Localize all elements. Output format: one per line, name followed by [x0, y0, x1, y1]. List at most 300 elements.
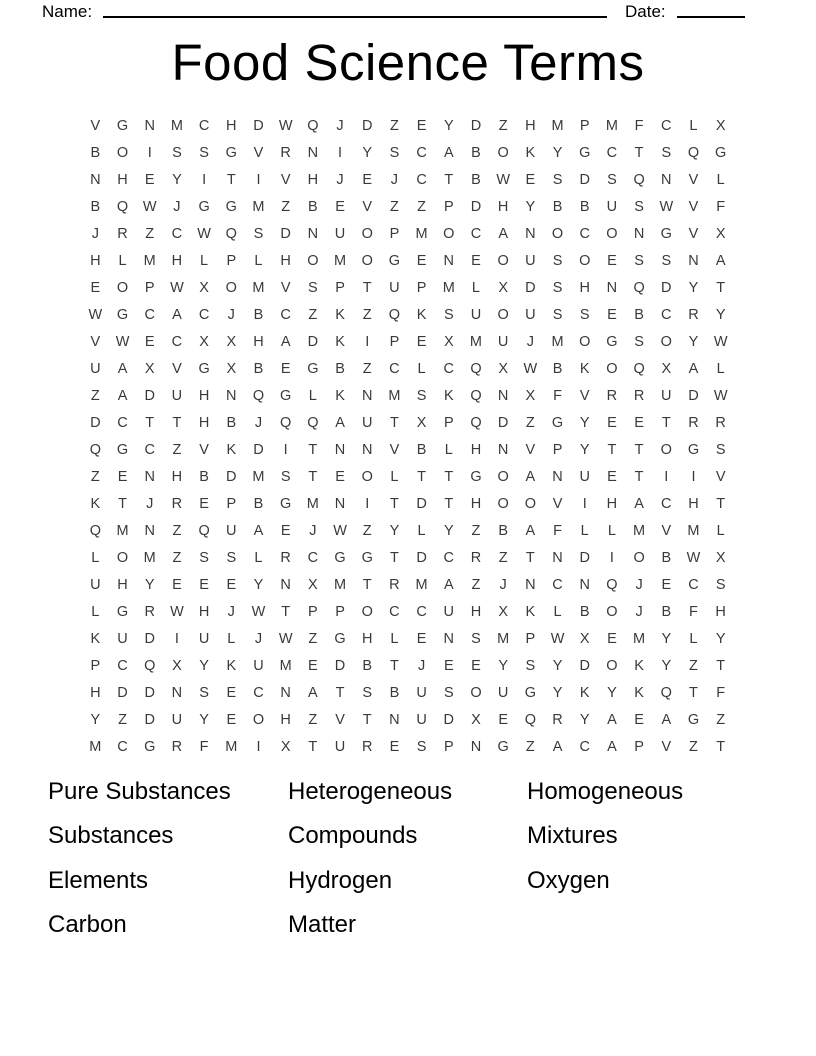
grid-letter: O: [361, 225, 373, 242]
word-search-grid: [82, 112, 735, 760]
grid-letter: Q: [633, 171, 645, 188]
grid-letter: U: [416, 684, 427, 701]
grid-letter: L: [91, 603, 100, 620]
word-list-item: Hydrogen: [288, 866, 393, 894]
grid-letter: B: [253, 306, 264, 323]
grid-letter: E: [226, 576, 237, 593]
grid-letter: G: [551, 414, 564, 431]
grid-letter: Q: [388, 306, 401, 323]
grid-letter: E: [226, 684, 237, 701]
grid-letter: M: [333, 576, 347, 593]
grid-letter: W: [278, 630, 293, 647]
grid-letter: L: [607, 522, 616, 539]
grid-letter: Y: [552, 657, 563, 674]
grid-letter: X: [525, 387, 536, 404]
grid-letter: D: [470, 198, 482, 215]
grid-letter: G: [497, 738, 509, 755]
grid-letter: P: [226, 495, 237, 512]
grid-letter: B: [552, 360, 563, 377]
grid-letter: X: [715, 117, 726, 134]
grid-letter: H: [497, 198, 509, 215]
grid-letter: C: [280, 306, 291, 323]
grid-letter: Z: [172, 522, 182, 539]
grid-letter: Y: [443, 522, 454, 539]
grid-letter: J: [526, 333, 534, 350]
grid-letter: I: [664, 468, 669, 485]
grid-letter: S: [552, 252, 563, 269]
grid-letter: Z: [716, 711, 726, 728]
grid-letter: Q: [524, 711, 536, 728]
grid-letter: S: [172, 144, 182, 161]
grid-letter: I: [256, 171, 261, 188]
grid-letter: Y: [443, 117, 454, 134]
grid-letter: H: [117, 576, 128, 593]
grid-letter: X: [416, 414, 427, 431]
grid-letter: J: [499, 576, 507, 593]
grid-letter: J: [336, 171, 344, 188]
grid-letter: D: [144, 711, 155, 728]
grid-letter: Z: [525, 738, 535, 755]
grid-letter: E: [389, 738, 400, 755]
grid-letter: A: [525, 468, 536, 485]
grid-letter: E: [525, 171, 536, 188]
grid-letter: I: [202, 171, 207, 188]
grid-letter: O: [497, 306, 509, 323]
grid-letter: X: [443, 333, 454, 350]
grid-letter: G: [225, 144, 237, 161]
word-list-item: Homogeneous: [527, 778, 684, 805]
grid-letter: C: [117, 414, 128, 431]
grid-letter: C: [416, 144, 427, 161]
grid-letter: Q: [89, 522, 101, 539]
word-list-item: Elements: [48, 866, 149, 894]
grid-letter: V: [688, 198, 699, 215]
grid-letter: B: [335, 360, 345, 377]
grid-letter: S: [607, 171, 617, 188]
grid-letter: R: [606, 387, 618, 404]
grid-letter: L: [580, 522, 589, 539]
grid-letter: S: [443, 306, 454, 323]
grid-letter: F: [634, 117, 644, 134]
grid-letter: G: [116, 306, 129, 323]
grid-letter: Q: [307, 117, 319, 134]
grid-letter: N: [633, 225, 645, 242]
grid-letter: H: [280, 711, 291, 728]
grid-letter: P: [525, 630, 536, 647]
word-list-item: Mixtures: [527, 822, 618, 850]
grid-letter: L: [118, 252, 127, 269]
grid-letter: S: [715, 576, 726, 593]
grid-letter: Z: [308, 630, 318, 647]
grid-letter: C: [117, 657, 128, 674]
grid-letter: J: [635, 603, 643, 620]
grid-letter: Q: [633, 279, 645, 296]
grid-letter: V: [389, 441, 400, 458]
grid-letter: Y: [552, 144, 563, 161]
grid-letter: Y: [362, 144, 373, 161]
grid-letter: L: [254, 549, 263, 566]
grid-letter: W: [659, 198, 674, 215]
grid-letter: S: [579, 306, 590, 323]
grid-letter: C: [389, 603, 400, 620]
grid-letter: P: [335, 603, 345, 620]
grid-letter: I: [338, 144, 343, 161]
grid-letter: V: [335, 711, 345, 728]
grid-letter: L: [390, 630, 399, 647]
word-list-item: Matter: [288, 910, 357, 938]
grid-letter: R: [144, 603, 155, 620]
grid-letter: T: [716, 495, 726, 512]
grid-letter: A: [172, 306, 182, 323]
grid-letter: N: [90, 171, 101, 188]
grid-letter: B: [498, 522, 508, 539]
grid-letter: U: [579, 468, 590, 485]
grid-letter: G: [198, 360, 210, 377]
grid-letter: P: [226, 252, 237, 269]
grid-letter: N: [334, 441, 346, 458]
grid-letter: Q: [225, 225, 237, 242]
grid-letter: J: [146, 495, 154, 512]
grid-letter: Z: [689, 657, 698, 674]
grid-letter: S: [471, 630, 481, 647]
grid-letter: L: [417, 360, 426, 377]
grid-letter: S: [308, 279, 318, 296]
grid-letter: Q: [198, 522, 210, 539]
grid-letter: F: [553, 387, 562, 404]
grid-letter: N: [171, 684, 183, 701]
grid-letter: C: [198, 117, 210, 134]
grid-letter: V: [90, 333, 101, 350]
grid-letter: S: [199, 144, 209, 161]
grid-letter: E: [199, 495, 209, 512]
grid-letter: S: [199, 549, 209, 566]
grid-letter: E: [416, 630, 427, 647]
grid-letter: M: [143, 252, 156, 269]
grid-letter: U: [334, 225, 346, 242]
grid-letter: N: [688, 252, 699, 269]
grid-letter: K: [226, 441, 237, 458]
grid-letter: X: [498, 279, 508, 296]
grid-letter: I: [691, 468, 696, 485]
grid-letter: V: [280, 171, 291, 188]
grid-letter: V: [199, 441, 209, 458]
grid-letter: U: [416, 711, 427, 728]
grid-letter: S: [199, 684, 209, 701]
grid-letter: C: [688, 576, 699, 593]
grid-letter: B: [389, 684, 400, 701]
grid-letter: R: [171, 495, 183, 512]
grid-letter: W: [523, 360, 538, 377]
grid-letter: Y: [661, 630, 672, 647]
grid-letter: R: [688, 306, 699, 323]
grid-letter: W: [713, 387, 728, 404]
grid-letter: J: [336, 117, 344, 134]
grid-letter: R: [688, 414, 699, 431]
grid-letter: Q: [307, 414, 319, 431]
grid-letter: S: [634, 333, 644, 350]
grid-letter: T: [634, 441, 644, 458]
grid-letter: W: [88, 306, 103, 323]
grid-letter: H: [579, 279, 590, 296]
grid-letter: D: [688, 387, 699, 404]
grid-letter: K: [525, 144, 536, 161]
grid-letter: Y: [579, 414, 590, 431]
grid-letter: F: [689, 603, 698, 620]
grid-letter: Z: [471, 576, 481, 593]
grid-letter: L: [716, 522, 725, 539]
grid-letter: L: [308, 387, 317, 404]
grid-letter: E: [471, 657, 481, 674]
grid-letter: U: [171, 387, 183, 404]
grid-letter: A: [308, 684, 318, 701]
grid-letter: C: [144, 441, 155, 458]
grid-letter: T: [389, 549, 399, 566]
grid-letter: X: [199, 333, 209, 350]
grid-letter: Z: [689, 738, 698, 755]
word-list-column: [527, 777, 683, 954]
grid-letter: Z: [362, 360, 372, 377]
grid-letter: Q: [280, 414, 292, 431]
grid-letter: R: [171, 738, 183, 755]
grid-letter: O: [225, 279, 237, 296]
grid-letter: B: [471, 171, 481, 188]
grid-letter: I: [365, 333, 370, 350]
grid-letter: U: [525, 306, 536, 323]
grid-letter: T: [362, 711, 372, 728]
grid-letter: K: [416, 306, 427, 323]
grid-letter: D: [90, 414, 101, 431]
grid-letter: H: [361, 630, 373, 647]
grid-letter: U: [198, 630, 210, 647]
grid-letter: P: [443, 414, 454, 431]
grid-letter: N: [579, 576, 590, 593]
grid-letter: T: [172, 414, 182, 431]
grid-letter: X: [715, 549, 726, 566]
grid-letter: N: [280, 576, 291, 593]
grid-letter: G: [361, 549, 373, 566]
grid-letter: H: [198, 414, 210, 431]
grid-letter: M: [143, 549, 156, 566]
word-list-item: Oxygen: [527, 866, 610, 894]
grid-letter: J: [173, 198, 181, 215]
grid-letter: D: [307, 333, 319, 350]
grid-letter: E: [607, 306, 617, 323]
grid-letter: V: [552, 495, 563, 512]
grid-letter: Y: [199, 711, 209, 728]
grid-letter: D: [416, 549, 427, 566]
grid-letter: N: [497, 441, 509, 458]
grid-letter: Z: [145, 225, 155, 242]
grid-letter: U: [497, 333, 509, 350]
grid-letter: U: [497, 684, 509, 701]
grid-letter: S: [416, 387, 427, 404]
grid-letter: Z: [498, 117, 508, 134]
grid-letter: D: [525, 279, 536, 296]
grid-letter: N: [661, 171, 672, 188]
grid-letter: M: [252, 198, 265, 215]
grid-letter: W: [550, 630, 565, 647]
grid-letter: M: [633, 630, 646, 647]
grid-letter: N: [525, 225, 536, 242]
grid-letter: T: [444, 495, 454, 512]
grid-letter: C: [198, 306, 210, 323]
grid-letter: Z: [118, 711, 127, 728]
grid-letter: H: [253, 333, 264, 350]
grid-letter: N: [470, 738, 482, 755]
grid-letter: Y: [172, 171, 182, 188]
grid-letter: K: [579, 684, 590, 701]
grid-letter: G: [470, 468, 482, 485]
grid-letter: H: [226, 117, 237, 134]
grid-letter: G: [334, 549, 346, 566]
grid-letter: B: [552, 198, 563, 215]
grid-letter: X: [226, 333, 237, 350]
grid-letter: O: [497, 144, 509, 161]
grid-letter: G: [116, 603, 129, 620]
grid-letter: C: [552, 576, 563, 593]
grid-letter: U: [470, 306, 482, 323]
grid-letter: K: [579, 360, 590, 377]
grid-letter: N: [361, 387, 373, 404]
grid-letter: E: [416, 333, 427, 350]
grid-letter: A: [280, 333, 291, 350]
grid-letter: E: [443, 657, 454, 674]
grid-letter: T: [525, 549, 535, 566]
grid-letter: N: [443, 252, 455, 269]
grid-letter: B: [308, 198, 318, 215]
grid-letter: C: [389, 360, 400, 377]
grid-letter: M: [89, 738, 102, 755]
grid-letter: A: [552, 738, 563, 755]
grid-letter: E: [471, 252, 481, 269]
grid-letter: U: [525, 252, 536, 269]
grid-letter: X: [144, 360, 155, 377]
grid-letter: O: [470, 684, 482, 701]
grid-letter: O: [116, 279, 129, 296]
grid-letter: V: [172, 360, 182, 377]
grid-letter: C: [416, 171, 427, 188]
grid-letter: N: [525, 576, 536, 593]
grid-letter: O: [361, 603, 373, 620]
grid-letter: H: [280, 252, 291, 269]
grid-letter: A: [498, 225, 508, 242]
grid-letter: J: [227, 603, 235, 620]
grid-letter: Y: [661, 657, 672, 674]
grid-letter: D: [497, 414, 509, 431]
grid-letter: N: [307, 144, 319, 161]
grid-letter: G: [116, 117, 129, 134]
grid-letter: O: [606, 360, 618, 377]
grid-letter: N: [389, 711, 400, 728]
grid-letter: H: [525, 117, 536, 134]
grid-letter: S: [552, 306, 563, 323]
grid-letter: O: [116, 549, 129, 566]
grid-letter: Z: [389, 198, 399, 215]
grid-letter: W: [142, 198, 157, 215]
grid-letter: T: [362, 576, 372, 593]
grid-letter: M: [170, 117, 183, 134]
grid-letter: Z: [308, 306, 318, 323]
grid-letter: Z: [281, 198, 291, 215]
word-list-column: [288, 777, 527, 954]
grid-letter: G: [307, 360, 319, 377]
grid-letter: E: [335, 198, 345, 215]
grid-letter: X: [498, 360, 508, 377]
grid-letter: T: [634, 144, 644, 161]
grid-letter: E: [607, 252, 617, 269]
grid-letter: A: [607, 711, 617, 728]
grid-letter: G: [388, 252, 401, 269]
grid-letter: R: [117, 225, 128, 242]
grid-letter: Z: [417, 198, 427, 215]
grid-letter: J: [390, 171, 399, 188]
grid-letter: S: [253, 225, 264, 242]
grid-letter: Y: [579, 441, 590, 458]
grid-letter: L: [254, 252, 263, 269]
grid-letter: U: [661, 387, 672, 404]
grid-letter: K: [335, 333, 345, 350]
grid-letter: H: [715, 603, 726, 620]
grid-letter: N: [552, 549, 563, 566]
grid-letter: N: [144, 468, 155, 485]
grid-letter: E: [498, 711, 508, 728]
grid-letter: D: [253, 441, 264, 458]
grid-letter: L: [390, 468, 399, 485]
grid-letter: W: [713, 333, 728, 350]
grid-letter: L: [444, 441, 453, 458]
grid-letter: N: [361, 441, 373, 458]
grid-letter: Y: [715, 630, 726, 647]
grid-letter: V: [280, 279, 291, 296]
grid-letter: N: [334, 495, 346, 512]
grid-letter: V: [661, 738, 672, 755]
grid-letter: C: [171, 333, 183, 350]
word-list-item: Substances: [48, 822, 174, 850]
grid-letter: D: [117, 684, 128, 701]
grid-letter: J: [309, 522, 317, 539]
grid-letter: G: [280, 387, 292, 404]
grid-letter: R: [280, 144, 291, 161]
grid-letter: T: [308, 738, 318, 755]
grid-letter: T: [226, 171, 236, 188]
grid-letter: M: [116, 522, 129, 539]
grid-letter: A: [634, 495, 644, 512]
grid-letter: T: [389, 495, 399, 512]
grid-letter: B: [90, 198, 101, 215]
grid-letter: C: [416, 603, 427, 620]
grid-letter: V: [715, 468, 726, 485]
grid-letter: J: [417, 657, 426, 674]
grid-letter: U: [389, 279, 400, 296]
grid-letter: G: [687, 441, 700, 458]
grid-letter: D: [253, 117, 264, 134]
grid-letter: G: [524, 684, 536, 701]
grid-letter: A: [253, 522, 264, 539]
grid-letter: J: [227, 306, 235, 323]
grid-letter: S: [634, 252, 644, 269]
grid-letter: O: [579, 333, 591, 350]
grid-letter: D: [144, 387, 155, 404]
grid-letter: Z: [498, 549, 508, 566]
grid-letter: W: [170, 279, 184, 296]
grid-letter: T: [281, 603, 291, 620]
grid-letter: B: [90, 144, 101, 161]
grid-letter: H: [470, 603, 482, 620]
grid-letter: T: [444, 468, 454, 485]
grid-letter: K: [335, 306, 345, 323]
grid-letter: U: [361, 414, 373, 431]
grid-letter: T: [362, 279, 372, 296]
